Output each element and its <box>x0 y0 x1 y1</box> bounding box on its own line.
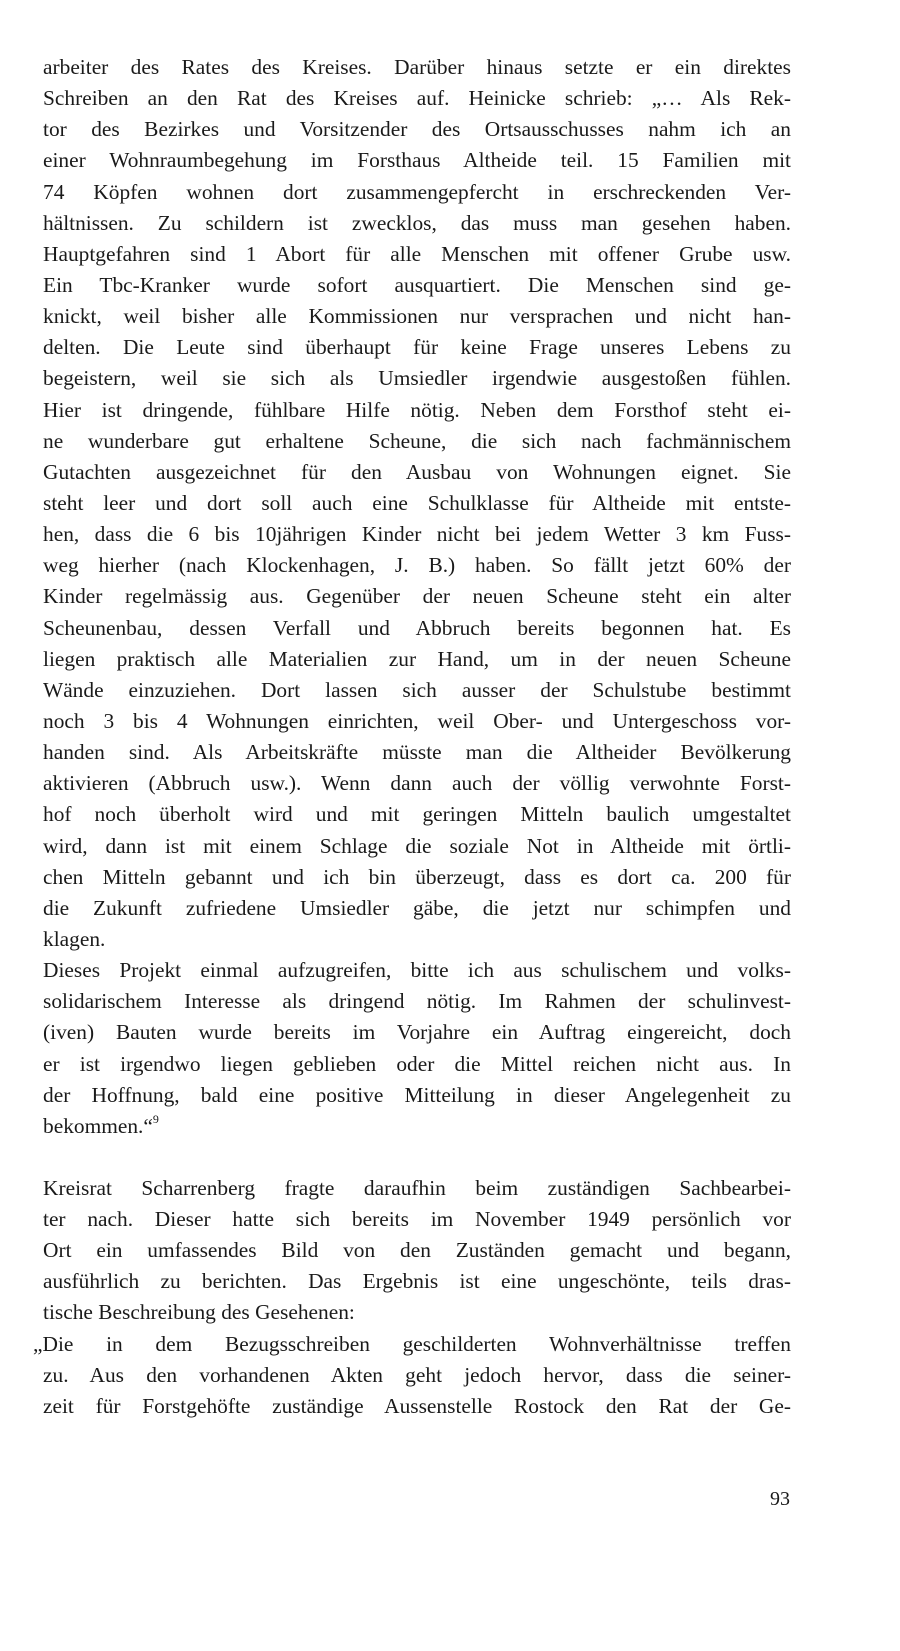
line-text: klagen. <box>43 926 106 951</box>
text-line <box>43 550 791 581</box>
line-text: Wände einzuziehen. Dort lassen sich ausser der Schulstube bestimmt <box>43 677 791 702</box>
text-line <box>43 332 791 363</box>
text-line <box>43 893 791 924</box>
text-line <box>43 363 791 394</box>
line-text: ausführlich zu berichten. Das Ergebnis ist eine ungeschönte, teils dras- <box>43 1269 791 1294</box>
text-line <box>43 177 791 208</box>
line-text: ter nach. Dieser hatte sich bereits im November 1949 persönlich vor <box>43 1207 791 1232</box>
text-line <box>43 145 791 176</box>
line-text: liegen praktisch alle Materialien zur Hand, um in der neuen Scheune <box>43 646 791 671</box>
text-line <box>43 114 791 145</box>
text-line <box>43 955 791 986</box>
text-line <box>43 208 791 239</box>
text-line <box>43 581 791 612</box>
text-line <box>43 1080 791 1111</box>
line-text: „Die in dem Bezugsschreiben geschilderten Wohnverhältnisse treffen <box>33 1331 791 1356</box>
text-line <box>33 1329 791 1360</box>
line-text: delten. Die Leute sind überhaupt für keine Frage unseres Lebens zu <box>43 335 791 360</box>
paragraph-scharrenberg <box>43 1173 791 1329</box>
text-line <box>43 301 791 332</box>
paragraph-gap <box>43 1142 791 1173</box>
line-text: arbeiter des Rates des Kreises. Darüber hinaus setzte er ein direktes <box>43 55 791 79</box>
line-text: hof noch überholt wird und mit geringen Mitteln baulich umgestaltet <box>43 802 791 827</box>
text-line <box>43 1111 791 1142</box>
text-line <box>43 1266 791 1297</box>
text-line <box>43 426 791 457</box>
line-text: bekommen.“ <box>43 1113 153 1138</box>
text-line <box>43 1360 791 1391</box>
line-text: aktivieren (Abbruch usw.). Wenn dann auch der völlig verwohnte Forst- <box>43 771 791 796</box>
text-line <box>43 1173 791 1204</box>
paragraph-quote-report <box>33 1329 791 1422</box>
line-text: solidarischem Interesse als dringend nötig. Im Rahmen der schulinvest- <box>43 989 791 1014</box>
line-text: Ein Tbc-Kranker wurde sofort ausquartiert. Die Menschen sind ge- <box>43 272 791 297</box>
line-text: Kreisrat Scharrenberg fragte daraufhin beim zuständigen Sachbearbei- <box>43 1175 791 1200</box>
text-line <box>43 1017 791 1048</box>
line-text: einer Wohnraumbegehung im Forsthaus Altheide teil. 15 Familien mit <box>43 148 791 173</box>
line-text: Kinder regelmässig aus. Gegenüber der neuen Scheune steht ein alter <box>43 584 791 609</box>
text-line <box>43 488 791 519</box>
text-line <box>43 613 791 644</box>
line-text: ne wunderbare gut erhaltene Scheune, die sich nach fachmännischem <box>43 428 791 453</box>
text-line <box>43 986 791 1017</box>
text-line <box>43 706 791 737</box>
line-text: steht leer und dort soll auch eine Schulklasse für Altheide mit entste- <box>43 490 791 515</box>
text-line <box>43 519 791 550</box>
line-text: die Zukunft zufriedene Umsiedler gäbe, die jetzt nur schimpfen und <box>43 895 791 920</box>
line-text: knickt, weil bisher alle Kommissionen nur versprachen und nicht han- <box>43 304 791 329</box>
line-text: Schreiben an den Rat des Kreises auf. Heinicke schrieb: „… Als Rek- <box>43 86 791 111</box>
text-line <box>43 831 791 862</box>
page-number: 93 <box>770 1488 790 1510</box>
line-text: tische Beschreibung des Gesehenen: <box>43 1300 355 1325</box>
text-line <box>43 924 791 955</box>
footnote-reference[interactable]: 9 <box>152 1111 159 1126</box>
line-text: tor des Bezirkes und Vorsitzender des Ortsausschusses nahm ich an <box>43 117 791 142</box>
text-line <box>43 1204 791 1235</box>
text-line <box>43 1235 791 1266</box>
line-text: der Hoffnung, bald eine positive Mitteilung in dieser Angelegenheit zu <box>43 1082 791 1107</box>
page-body <box>33 52 791 1422</box>
text-line <box>43 644 791 675</box>
text-line <box>43 1049 791 1080</box>
line-text: chen Mitteln gebannt und ich bin überzeugt, dass es dort ca. 200 für <box>43 864 791 889</box>
text-line <box>43 799 791 830</box>
line-text: weg hierher (nach Klockenhagen, J. B.) haben. So fällt jetzt 60% der <box>43 553 791 578</box>
line-text: wird, dann ist mit einem Schlage die soziale Not in Altheide mit örtli- <box>43 833 791 858</box>
line-text: hältnissen. Zu schildern ist zwecklos, das muss man gesehen haben. <box>43 210 791 235</box>
text-line <box>43 768 791 799</box>
text-line <box>43 395 791 426</box>
line-text: Dieses Projekt einmal aufzugreifen, bitte ich aus schulischem und volks- <box>43 958 791 983</box>
text-line <box>43 675 791 706</box>
line-text: zeit für Forstgehöfte zuständige Aussenstelle Rostock den Rat der Ge- <box>43 1393 791 1418</box>
paragraph-project-request <box>43 955 791 1142</box>
text-line <box>43 83 791 114</box>
line-text: Hier ist dringende, fühlbare Hilfe nötig. Neben dem Forsthof steht ei- <box>43 397 791 422</box>
text-line <box>43 1297 791 1328</box>
line-text: Hauptgefahren sind 1 Abort für alle Menschen mit offener Grube usw. <box>43 241 791 266</box>
line-text: Ort ein umfassendes Bild von den Zuständen gemacht und begann, <box>43 1238 791 1263</box>
line-text: zu. Aus den vorhandenen Akten geht jedoch hervor, dass die seiner- <box>43 1362 791 1387</box>
line-text: begeistern, weil sie sich als Umsiedler irgendwie ausgestoßen fühlen. <box>43 366 791 391</box>
text-line <box>43 239 791 270</box>
line-text: Scheunenbau, dessen Verfall und Abbruch bereits begonnen hat. Es <box>43 615 791 640</box>
text-line <box>43 270 791 301</box>
text-line <box>43 737 791 768</box>
line-text: Gutachten ausgezeichnet für den Ausbau von Wohnungen eignet. Sie <box>43 459 791 484</box>
line-text: handen sind. Als Arbeitskräfte müsste man die Altheider Bevölkerung <box>43 740 791 765</box>
line-text: er ist irgendwo liegen geblieben oder die Mittel reichen nicht aus. In <box>43 1051 791 1076</box>
line-text: noch 3 bis 4 Wohnungen einrichten, weil Ober- und Untergeschoss vor- <box>43 708 791 733</box>
text-line <box>43 1391 791 1422</box>
line-text: (iven) Bauten wurde bereits im Vorjahre ein Auftrag eingereicht, doch <box>43 1020 791 1045</box>
text-line <box>43 52 791 83</box>
paragraph-heinicke-letter <box>43 52 791 955</box>
text-line <box>43 457 791 488</box>
line-text: 74 Köpfen wohnen dort zusammengepfercht in erschreckenden Ver- <box>43 179 791 204</box>
text-line <box>43 862 791 893</box>
line-text: hen, dass die 6 bis 10jährigen Kinder nicht bei jedem Wetter 3 km Fuss- <box>43 522 791 547</box>
